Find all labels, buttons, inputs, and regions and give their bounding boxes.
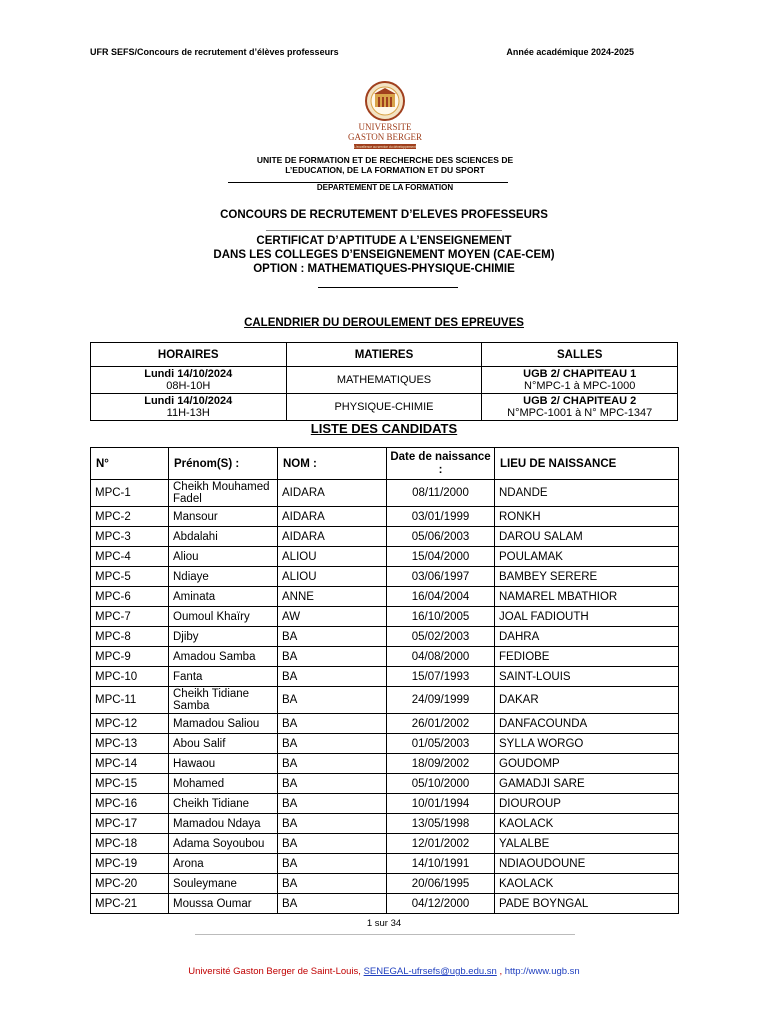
certificate-line-2: DANS LES COLLEGES D’ENSEIGNEMENT MOYEN (CAE-CEM) [213, 249, 555, 261]
candidate-birthdate: 08/11/2000 [387, 480, 495, 507]
candidate-birthplace: NDANDE [495, 480, 679, 507]
header-left-text: UFR SEFS/Concours de recrutement d’élèves professeurs [90, 47, 339, 57]
schedule-cell [91, 394, 287, 421]
department-name: DEPARTEMENT DE LA FORMATION [316, 183, 454, 192]
column-header-firstname: Prénom(S) : [169, 448, 278, 480]
table-row [91, 567, 679, 587]
candidate-birthdate: 10/01/1994 [387, 794, 495, 814]
candidate-lastname: AIDARA [278, 507, 387, 527]
svg-text:L'excellence au service du dév: L'excellence au service du développement [353, 145, 417, 149]
candidate-firstname: Hawaou [169, 754, 278, 774]
candidates-list-title: LISTE DES CANDIDATS [310, 421, 458, 436]
candidate-lastname: BA [278, 774, 387, 794]
candidate-birthplace: BAMBEY SERERE [495, 567, 679, 587]
candidate-birthdate: 24/09/1999 [387, 687, 495, 714]
candidate-lastname: BA [278, 814, 387, 834]
candidate-number: MPC-10 [91, 667, 169, 687]
page-number: 1 sur 34 [366, 918, 402, 929]
table-row [91, 527, 679, 547]
table-row [91, 894, 679, 914]
candidate-number: MPC-21 [91, 894, 169, 914]
candidate-number: MPC-16 [91, 794, 169, 814]
candidate-number: MPC-8 [91, 627, 169, 647]
candidate-firstname: Cheikh Tidiane [169, 794, 278, 814]
table-row [91, 814, 679, 834]
candidate-birthplace: RONKH [495, 507, 679, 527]
header-right-text: Année académique 2024-2025 [506, 47, 634, 57]
divider [266, 230, 502, 231]
table-row [91, 627, 679, 647]
calendar-title: CALENDRIER DU DEROULEMENT DES EPREUVES [244, 317, 524, 329]
candidate-firstname: Aliou [169, 547, 278, 567]
divider [318, 287, 458, 288]
exam-time: 11H-13H [166, 407, 210, 419]
candidate-birthdate: 16/10/2005 [387, 607, 495, 627]
candidate-birthdate: 13/05/1998 [387, 814, 495, 834]
candidate-number: MPC-14 [91, 754, 169, 774]
candidate-firstname: Oumoul Khaïry [169, 607, 278, 627]
university-logo [344, 80, 426, 155]
candidate-lastname: BA [278, 754, 387, 774]
table-row [91, 714, 679, 734]
candidate-birthplace: NDIAOUDOUNE [495, 854, 679, 874]
candidate-lastname: BA [278, 854, 387, 874]
table-row [91, 647, 679, 667]
column-header-number: N° [91, 448, 169, 480]
candidate-range: N°MPC-1001 à N° MPC-1347 [507, 407, 653, 419]
table-row [91, 874, 679, 894]
candidate-firstname: Adama Soyoubou [169, 834, 278, 854]
calendar-header-row [91, 343, 678, 367]
candidate-birthplace: SAINT-LOUIS [495, 667, 679, 687]
candidates-header-row [91, 448, 679, 480]
room-cell [482, 367, 678, 394]
candidate-birthdate: 03/06/1997 [387, 567, 495, 587]
footer-email-link[interactable]: SENEGAL-ufrsefs@ugb.edu.sn [363, 966, 497, 977]
university-seal-icon [344, 80, 426, 155]
candidate-birthplace: KAOLACK [495, 874, 679, 894]
room-name: UGB 2/ CHAPITEAU 1 [523, 368, 637, 380]
candidate-lastname: BA [278, 714, 387, 734]
candidate-number: MPC-20 [91, 874, 169, 894]
table-row [91, 687, 679, 714]
certificate-line-3: OPTION : MATHEMATIQUES-PHYSIQUE-CHIMIE [253, 263, 515, 275]
room-cell [482, 394, 678, 421]
candidate-number: MPC-6 [91, 587, 169, 607]
table-row [91, 667, 679, 687]
candidate-lastname: ALIOU [278, 547, 387, 567]
column-header-lastname: NOM : [278, 448, 387, 480]
candidate-birthplace: GAMADJI SARE [495, 774, 679, 794]
concours-title: CONCOURS DE RECRUTEMENT D’ELEVES PROFESSEURS [220, 209, 548, 221]
schedule-cell [91, 367, 287, 394]
candidate-firstname: Mansour [169, 507, 278, 527]
candidate-birthdate: 16/04/2004 [387, 587, 495, 607]
room-name: UGB 2/ CHAPITEAU 2 [523, 395, 637, 407]
exam-day: Lundi 14/10/2024 [144, 395, 233, 407]
candidate-birthdate: 05/06/2003 [387, 527, 495, 547]
candidate-lastname: AIDARA [278, 480, 387, 507]
candidate-firstname: Moussa Oumar [169, 894, 278, 914]
candidate-firstname: Mamadou Saliou [169, 714, 278, 734]
svg-text:GASTON BERGER: GASTON BERGER [347, 132, 423, 142]
candidate-firstname: Mohamed [169, 774, 278, 794]
subject-cell: MATHEMATIQUES [286, 367, 482, 394]
column-header-birthplace: LIEU DE NAISSANCE [495, 448, 679, 480]
candidate-birthplace: KAOLACK [495, 814, 679, 834]
candidate-birthplace: DIOUROUP [495, 794, 679, 814]
candidate-firstname: Ndiaye [169, 567, 278, 587]
table-row [91, 854, 679, 874]
table-row [91, 774, 679, 794]
candidate-lastname: BA [278, 874, 387, 894]
footer [0, 966, 768, 977]
candidate-birthdate: 26/01/2002 [387, 714, 495, 734]
footer-separator: , [499, 966, 503, 977]
candidate-number: MPC-7 [91, 607, 169, 627]
candidate-birthplace: JOAL FADIOUTH [495, 607, 679, 627]
table-row [91, 480, 679, 507]
candidate-lastname: BA [278, 734, 387, 754]
candidate-firstname: Mamadou Ndaya [169, 814, 278, 834]
candidate-lastname: AW [278, 607, 387, 627]
candidate-birthdate: 12/01/2002 [387, 834, 495, 854]
table-row [91, 834, 679, 854]
candidate-firstname: Arona [169, 854, 278, 874]
table-row [91, 794, 679, 814]
candidate-number: MPC-1 [91, 480, 169, 507]
candidate-number: MPC-17 [91, 814, 169, 834]
footer-divider [195, 934, 575, 935]
table-row [91, 734, 679, 754]
candidate-birthplace: YALALBE [495, 834, 679, 854]
candidate-lastname: BA [278, 647, 387, 667]
candidate-number: MPC-12 [91, 714, 169, 734]
candidate-birthplace: PADE BOYNGAL [495, 894, 679, 914]
candidate-number: MPC-11 [91, 687, 169, 714]
candidate-birthplace: DAROU SALAM [495, 527, 679, 547]
candidate-lastname: BA [278, 794, 387, 814]
candidate-birthplace: FEDIOBE [495, 647, 679, 667]
column-header-birthdate: Date de naissance : [387, 448, 495, 480]
exam-time: 08H-10H [166, 380, 211, 392]
candidate-birthdate: 04/08/2000 [387, 647, 495, 667]
candidate-birthplace: DAKAR [495, 687, 679, 714]
candidate-firstname: Cheikh Tidiane Samba [169, 687, 278, 714]
candidate-firstname: Amadou Samba [169, 647, 278, 667]
candidate-number: MPC-15 [91, 774, 169, 794]
table-row [91, 607, 679, 627]
candidate-birthdate: 18/09/2002 [387, 754, 495, 774]
table-row [91, 754, 679, 774]
candidate-lastname: AIDARA [278, 527, 387, 547]
candidate-birthdate: 04/12/2000 [387, 894, 495, 914]
candidate-number: MPC-3 [91, 527, 169, 547]
certificate-line-1: CERTIFICAT D’APTITUDE A L’ENSEIGNEMENT [256, 235, 512, 247]
candidate-lastname: BA [278, 834, 387, 854]
table-row [91, 587, 679, 607]
candidate-firstname: Cheikh Mouhamed Fadel [169, 480, 278, 507]
candidate-birthplace: POULAMAK [495, 547, 679, 567]
table-row [91, 547, 679, 567]
calendar-row [91, 394, 678, 421]
candidate-firstname: Abou Salif [169, 734, 278, 754]
institution-line-2: L’EDUCATION, DE LA FORMATION ET DU SPORT [285, 165, 485, 175]
svg-text:UNIVERSITE: UNIVERSITE [358, 122, 412, 132]
candidate-birthplace: NAMAREL MBATHIOR [495, 587, 679, 607]
candidate-firstname: Aminata [169, 587, 278, 607]
candidate-birthdate: 05/10/2000 [387, 774, 495, 794]
candidate-birthplace: DAHRA [495, 627, 679, 647]
candidate-number: MPC-5 [91, 567, 169, 587]
candidate-lastname: BA [278, 627, 387, 647]
candidate-birthplace: GOUDOMP [495, 754, 679, 774]
footer-university: Université Gaston Berger de Saint-Louis, [188, 966, 361, 977]
candidate-number: MPC-9 [91, 647, 169, 667]
candidate-lastname: BA [278, 894, 387, 914]
certificate-title [90, 234, 678, 276]
candidate-number: MPC-2 [91, 507, 169, 527]
candidate-lastname: ANNE [278, 587, 387, 607]
candidate-number: MPC-18 [91, 834, 169, 854]
candidates-body [91, 480, 679, 914]
candidate-birthdate: 15/04/2000 [387, 547, 495, 567]
candidates-table [90, 447, 679, 914]
institution-name [180, 155, 590, 175]
subject-cell: PHYSIQUE-CHIMIE [286, 394, 482, 421]
column-header: HORAIRES [91, 343, 287, 367]
candidate-birthdate: 05/02/2003 [387, 627, 495, 647]
candidate-birthdate: 20/06/1995 [387, 874, 495, 894]
footer-website-link[interactable]: http://www.ugb.sn [504, 966, 580, 977]
calendar-table [90, 342, 678, 421]
calendar-row [91, 367, 678, 394]
candidate-number: MPC-19 [91, 854, 169, 874]
candidate-birthdate: 14/10/1991 [387, 854, 495, 874]
candidate-lastname: BA [278, 667, 387, 687]
exam-day: Lundi 14/10/2024 [144, 368, 233, 380]
candidate-firstname: Djiby [169, 627, 278, 647]
candidate-lastname: BA [278, 687, 387, 714]
institution-line-1: UNITE DE FORMATION ET DE RECHERCHE DES SCIENCES DE [256, 155, 514, 165]
candidate-lastname: ALIOU [278, 567, 387, 587]
candidate-number: MPC-4 [91, 547, 169, 567]
candidate-number: MPC-13 [91, 734, 169, 754]
candidate-firstname: Souleymane [169, 874, 278, 894]
candidate-birthdate: 03/01/1999 [387, 507, 495, 527]
table-row [91, 507, 679, 527]
candidate-birthdate: 15/07/1993 [387, 667, 495, 687]
column-header: SALLES [482, 343, 678, 367]
candidate-range: N°MPC-1 à MPC-1000 [524, 380, 636, 392]
candidate-firstname: Abdalahi [169, 527, 278, 547]
candidate-firstname: Fanta [169, 667, 278, 687]
candidate-birthplace: DANFACOUNDA [495, 714, 679, 734]
candidate-birthplace: SYLLA WORGO [495, 734, 679, 754]
candidate-birthdate: 01/05/2003 [387, 734, 495, 754]
column-header: MATIERES [286, 343, 482, 367]
